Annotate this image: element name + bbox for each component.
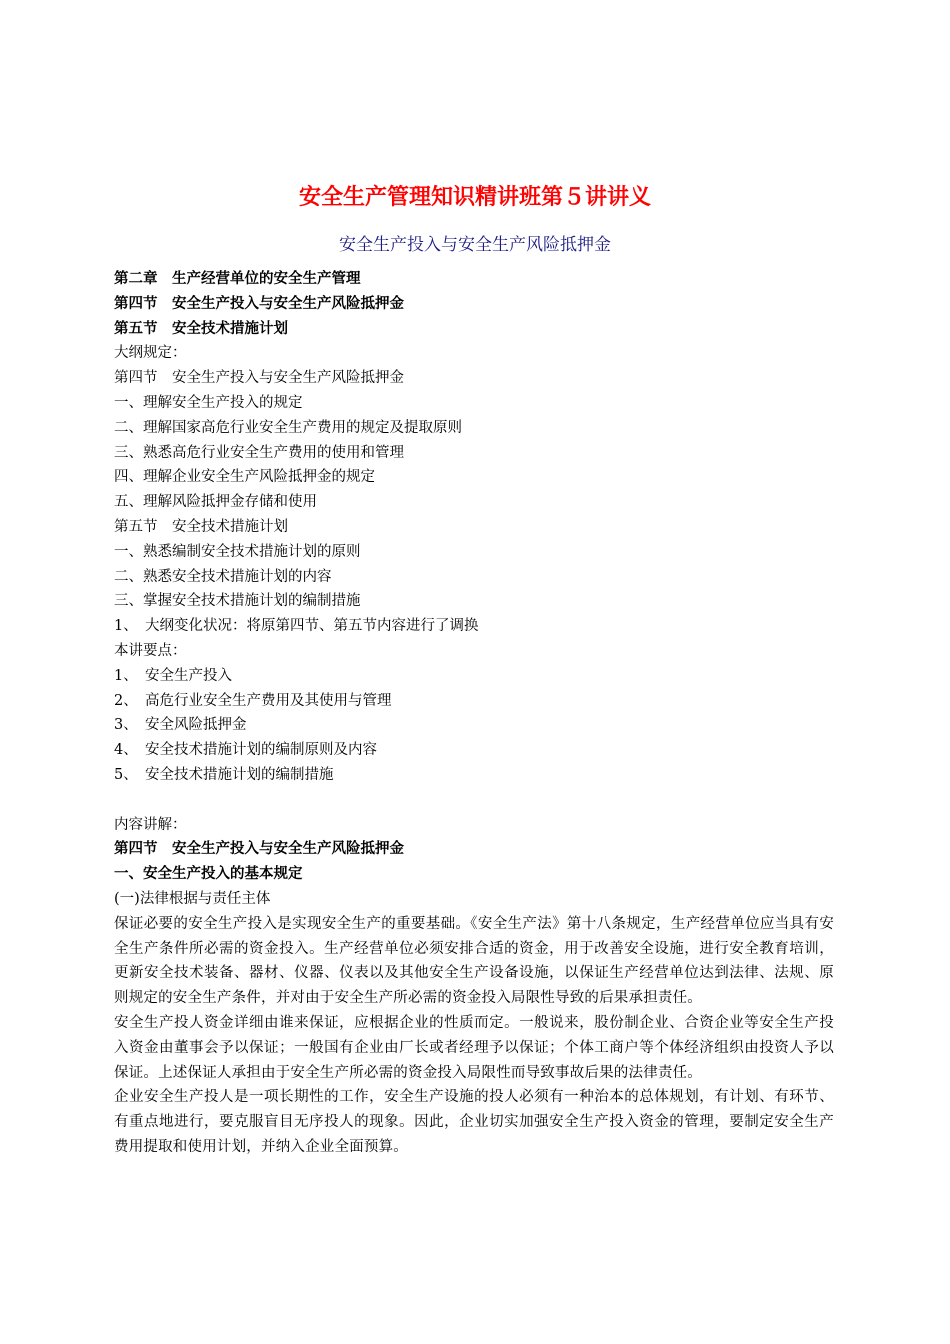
outline-item: 1、 大纲变化状况：将原第四节、第五节内容进行了调换 <box>114 618 479 635</box>
spacer <box>114 788 834 813</box>
content-label: 内容讲解： <box>114 816 187 833</box>
content-sub-heading: (一)法律根据与责任主体 <box>114 890 271 907</box>
section-heading: 第四节 安全生产投入与安全生产风险抵押金 <box>114 295 404 312</box>
keypoints-label: 本讲要点： <box>114 642 187 659</box>
outline-item: 二、理解国家高危行业安全生产费用的规定及提取原则 <box>114 419 462 436</box>
body-paragraph: 安全生产投人资金详细由谁来保证，应根据企业的性质而定。一般说来，股份制企业、合资企业等安全生产投入资金由董事会予以保证；一般国有企业由厂长或者经理予以保证；个体工商户等个体经济组织由投资人予以保证。上述保证人承担由于安全生产所必需的资金投入局限性而导致事故后果的法律责任。 <box>114 1014 834 1081</box>
body-paragraph: 企业安全生产投人是一项长期性的工作，安全生产设施的投人必须有一种治本的总体规划，有计划、有环节、有重点地进行，要克服盲目无序投人的现象。因此，企业切实加强安全生产投入资金的管理，要制定安全生产费用提取和使用计划，并纳入企业全面预算。 <box>114 1089 834 1155</box>
content-subsection-heading: 一、安全生产投入的基本规定 <box>114 866 303 883</box>
outline-item: 一、熟悉编制安全技术措施计划的原则 <box>114 543 361 560</box>
outline-label: 大纲规定： <box>114 345 187 362</box>
keypoint-item: 1、 安全生产投入 <box>114 667 232 684</box>
outline-item: 五、理解风险抵押金存储和使用 <box>114 494 317 511</box>
outline-item: 一、理解安全生产投入的规定 <box>114 394 303 411</box>
outline-item: 二、熟悉安全技术措施计划的内容 <box>114 568 332 585</box>
document-title: 安全生产管理知识精讲班第５讲讲义 <box>298 185 651 210</box>
content-section-heading: 第四节 安全生产投入与安全生产风险抵押金 <box>114 841 404 858</box>
section-heading: 第五节 安全技术措施计划 <box>114 320 288 337</box>
outline-item: 第五节 安全技术措施计划 <box>114 518 288 535</box>
outline-item: 四、理解企业安全生产风险抵押金的规定 <box>114 469 375 486</box>
keypoint-item: 5、 安全技术措施计划的编制措施 <box>114 766 334 783</box>
keypoint-item: 3、 安全风险抵押金 <box>114 717 247 734</box>
outline-item: 三、熟悉高危行业安全生产费用的使用和管理 <box>114 444 404 461</box>
keypoint-item: 4、 安全技术措施计划的编制原则及内容 <box>114 742 377 759</box>
chapter-heading: 第二章 生产经营单位的安全生产管理 <box>114 271 361 287</box>
outline-item: 三、掌握安全技术措施计划的编制措施 <box>114 593 361 610</box>
body-paragraph: 保证必要的安全生产投入是实现安全生产的重要基础。《安全生产法》第十八条规定，生产经营单位应当具有安全生产条件所必需的资金投入。生产经营单位必须安排合适的资金，用于改善安全设施，进行安全教育培训，更新安全技术装备、器材、仪器、仪表以及其他安全生产设备设施，以保证生产经营单位达到法律、法规、原则规定的安全生产条件，并对由于安全生产所必需的资金投入局限性导致的后果承担责任。 <box>114 915 834 1007</box>
keypoint-item: 2、 高危行业安全生产费用及其使用与管理 <box>114 692 392 709</box>
document-subtitle: 安全生产投入与安全生产风险抵押金 <box>339 235 611 255</box>
outline-item: 第四节 安全生产投入与安全生产风险抵押金 <box>114 370 404 387</box>
document-body <box>114 267 834 1160</box>
